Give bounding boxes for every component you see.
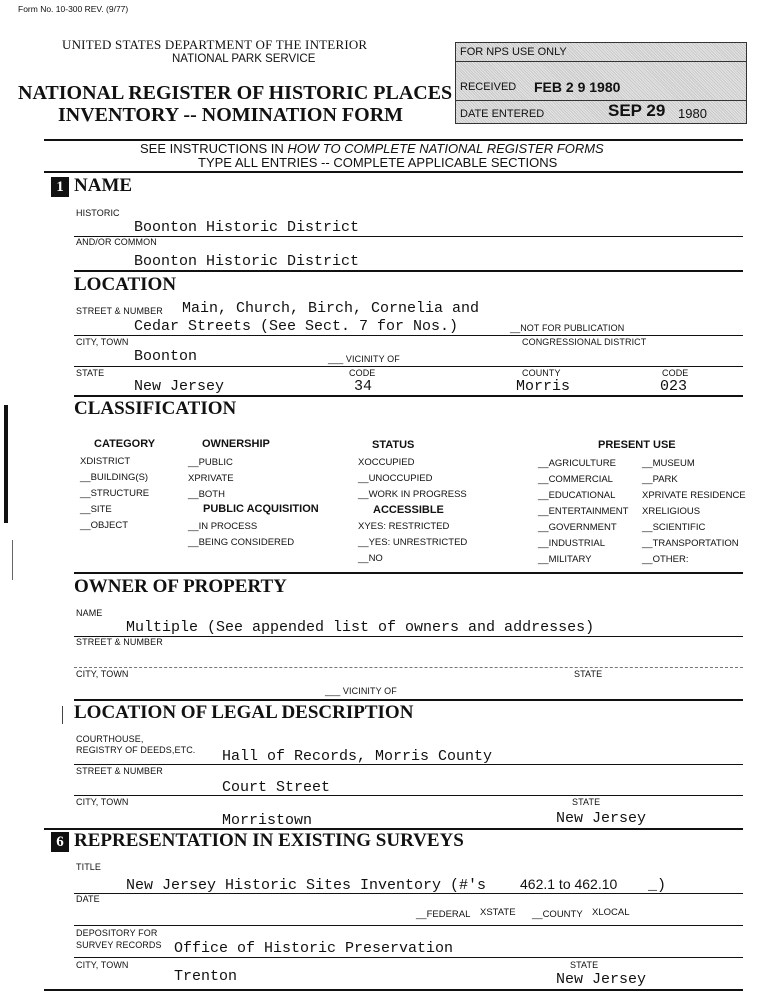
legal-city-label: CITY, TOWN (76, 797, 129, 807)
rule (74, 699, 743, 701)
accessible-restricted: XYES: RESTRICTED (358, 521, 450, 532)
scan-mark (12, 540, 13, 580)
rule (44, 989, 743, 991)
survey-federal: __FEDERAL (416, 909, 471, 920)
section-number-6: 6 (51, 832, 69, 852)
state-value: New Jersey (134, 378, 225, 395)
legal-state-label: STATE (572, 797, 601, 807)
section-title-classification: CLASSIFICATION (74, 398, 237, 419)
use-educational: __EDUCATIONAL (538, 490, 616, 501)
survey-title-label: TITLE (76, 862, 102, 872)
use-military: __MILITARY (538, 554, 592, 565)
rule (74, 795, 743, 796)
legal-city-value: Morristown (222, 812, 313, 829)
category-header: CATEGORY (94, 438, 156, 450)
rule (74, 395, 743, 397)
section-title-surveys: REPRESENTATION IN EXISTING SURVEYS (74, 830, 464, 851)
category-structure: __STRUCTURE (80, 488, 150, 499)
rule (74, 270, 743, 272)
survey-local: XLOCAL (592, 907, 630, 918)
survey-city-label: CITY, TOWN (76, 960, 129, 970)
code-label: CODE (349, 368, 376, 378)
historic-label: HISTORIC (76, 208, 120, 218)
common-value: Boonton Historic District (134, 253, 360, 270)
rule (74, 957, 743, 958)
rule (74, 236, 743, 237)
section-title-owner: OWNER OF PROPERTY (74, 576, 287, 597)
street-line2: Cedar Streets (See Sect. 7 for Nos.) (134, 318, 459, 335)
county-label: COUNTY (522, 368, 561, 378)
ownership-both: __BOTH (188, 489, 225, 500)
survey-city-value: Trenton (174, 968, 238, 985)
nps-use-box (455, 42, 747, 124)
status-header: STATUS (372, 439, 415, 451)
section-title-name: NAME (74, 175, 133, 196)
owner-state-label: STATE (574, 669, 603, 679)
use-religious: XRELIGIOUS (642, 506, 701, 517)
rule (74, 893, 743, 894)
acquisition-header: PUBLIC ACQUISITION (203, 503, 319, 515)
present-use-header: PRESENT USE (598, 439, 676, 451)
use-entertainment: __ENTERTAINMENT (538, 506, 629, 517)
survey-state: XSTATE (480, 907, 516, 918)
accessible-unrestricted: __YES: UNRESTRICTED (358, 537, 468, 548)
survey-title-end: _) (648, 877, 667, 894)
service-name: NATIONAL PARK SERVICE (172, 53, 316, 65)
owner-name-label: NAME (76, 608, 103, 618)
instructions-line2: TYPE ALL ENTRIES -- COMPLETE APPLICABLE SECTIONS (198, 155, 558, 170)
owner-city-label: CITY, TOWN (76, 669, 129, 679)
use-private-residence: XPRIVATE RESIDENCE (642, 490, 746, 501)
city-label: CITY, TOWN (76, 337, 129, 347)
form-title-line2: INVENTORY -- NOMINATION FORM (58, 104, 404, 126)
depository-value: Office of Historic Preservation (174, 940, 454, 957)
date-entered-stamp: SEP 29 (608, 101, 666, 120)
vicinity-label: ___ VICINITY OF (328, 354, 400, 364)
instructions-line1 (140, 141, 604, 156)
rule (74, 667, 743, 668)
section-title-legal: LOCATION OF LEGAL DESCRIPTION (74, 702, 414, 723)
received-label: RECEIVED (460, 81, 517, 93)
nps-header: FOR NPS USE ONLY (460, 46, 567, 58)
scan-mark (62, 706, 63, 724)
state-label: STATE (76, 368, 105, 378)
form-number: Form No. 10-300 REV. (9/77) (18, 4, 129, 14)
use-government: __GOVERNMENT (538, 522, 617, 533)
use-commercial: __COMMERCIAL (538, 474, 613, 485)
section-title-location: LOCATION (74, 274, 177, 295)
use-transportation: __TRANSPORTATION (642, 538, 739, 549)
acquisition-being-considered: __BEING CONSIDERED (188, 537, 295, 548)
county-value: Morris (516, 378, 571, 395)
date-entered-label: DATE ENTERED (460, 108, 545, 120)
use-agriculture: __AGRICULTURE (538, 458, 616, 469)
county-code-value: 023 (660, 378, 688, 395)
form-title-line1: NATIONAL REGISTER OF HISTORIC PLACES (18, 82, 453, 104)
rule (74, 572, 743, 574)
owner-vicinity-label: ___ VICINITY OF (325, 686, 397, 696)
survey-date-label: DATE (76, 894, 100, 904)
congressional-label: CONGRESSIONAL DISTRICT (522, 337, 647, 347)
street-line1: Main, Church, Birch, Cornelia and (182, 300, 480, 317)
instructions-title: HOW TO COMPLETE NATIONAL REGISTER FORMS (287, 141, 604, 156)
survey-records-label: SURVEY RECORDS (76, 940, 162, 950)
city-value: Boonton (134, 348, 198, 365)
ownership-header: OWNERSHIP (202, 438, 270, 450)
legal-state-value: New Jersey (556, 810, 647, 827)
ownership-private: XPRIVATE (188, 473, 234, 484)
ownership-public: __PUBLIC (188, 457, 233, 468)
received-stamp: FEB 2 9 1980 (534, 79, 621, 95)
status-unoccupied: __UNOCCUPIED (358, 473, 433, 484)
owner-name-value: Multiple (See appended list of owners and addresses) (126, 619, 595, 636)
survey-county: __COUNTY (532, 909, 583, 920)
courthouse-value: Hall of Records, Morris County (222, 748, 493, 765)
department-name: UNITED STATES DEPARTMENT OF THE INTERIOR (62, 37, 368, 52)
registry-label: REGISTRY OF DEEDS,ETC. (76, 745, 196, 755)
acquisition-in-process: __IN PROCESS (188, 521, 258, 532)
use-other: __OTHER: (642, 554, 689, 565)
divider (44, 171, 743, 173)
category-site: __SITE (80, 504, 112, 515)
use-scientific: __SCIENTIFIC (642, 522, 706, 533)
survey-state-value: New Jersey (556, 971, 647, 988)
status-work-in-progress: __WORK IN PROGRESS (358, 489, 467, 500)
scan-mark (4, 405, 8, 523)
legal-street-value: Court Street (222, 779, 331, 796)
section-number-1: 1 (51, 177, 69, 197)
category-district: XDISTRICT (80, 456, 131, 467)
not-for-publication: __NOT FOR PUBLICATION (510, 323, 625, 333)
legal-street-label: STREET & NUMBER (76, 766, 163, 776)
depository-label: DEPOSITORY FOR (76, 928, 158, 938)
courthouse-label: COURTHOUSE, (76, 734, 144, 744)
category-buildings: __BUILDING(S) (80, 472, 149, 483)
survey-title-value: New Jersey Historic Sites Inventory (#'s (126, 877, 487, 894)
accessible-no: __NO (358, 553, 383, 564)
instructions-prefix: SEE INSTRUCTIONS IN (140, 141, 288, 156)
common-label: AND/OR COMMON (76, 237, 157, 247)
code-value: 34 (354, 378, 373, 395)
rule (74, 366, 743, 367)
use-park: __PARK (642, 474, 678, 485)
historic-value: Boonton Historic District (134, 219, 360, 236)
status-occupied: XOCCUPIED (358, 457, 415, 468)
rule (74, 764, 743, 765)
rule (74, 925, 743, 926)
accessible-header: ACCESSIBLE (373, 504, 444, 516)
rule (74, 335, 743, 336)
county-code-label: CODE (662, 368, 689, 378)
survey-state-label: STATE (570, 960, 599, 970)
use-museum: __MUSEUM (642, 458, 695, 469)
category-object: __OBJECT (80, 520, 129, 531)
rule (74, 636, 743, 637)
use-industrial: __INDUSTRIAL (538, 538, 606, 549)
street-label: STREET & NUMBER (76, 306, 163, 316)
owner-street-label: STREET & NUMBER (76, 637, 163, 647)
date-entered-year: 1980 (678, 106, 707, 121)
survey-title-range: 462.1 to 462.10 (520, 876, 618, 892)
